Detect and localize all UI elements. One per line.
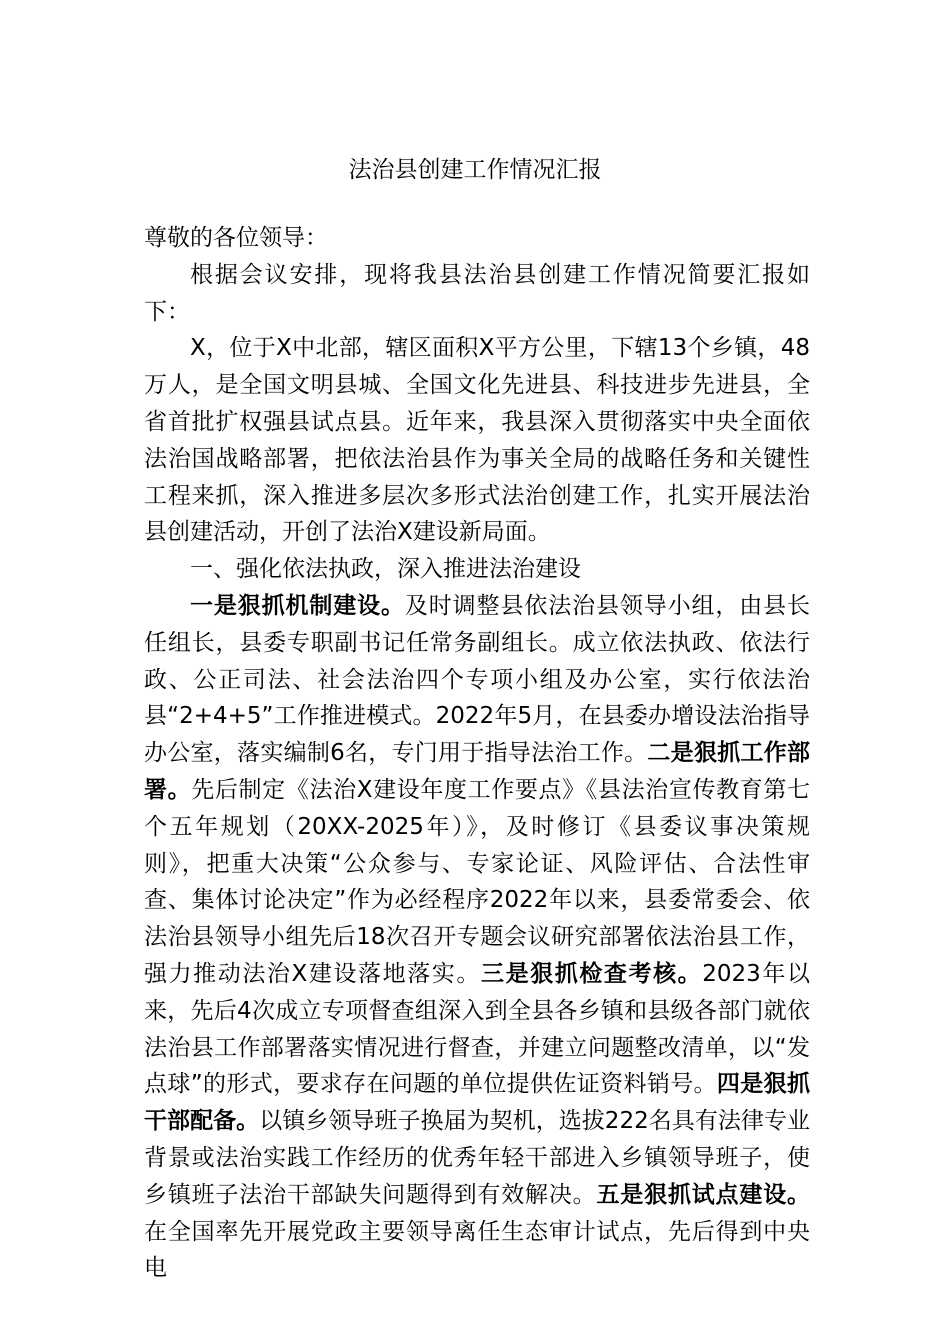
item-4-text: 以镇乡领导班子换届为契机，选拔222名具有法律专业背景或法治实践工作经历的优秀年轻干部进入乡镇领导班子，使乡镇班子法治干部缺失问题得到有效解决。: [144, 1108, 810, 1208]
item-2-label: 二是狠抓工作部署。: [144, 740, 810, 803]
salutation: 尊敬的各位领导：: [144, 225, 328, 251]
document-body: [144, 220, 810, 1287]
intro-paragraph: 根据会议安排，现将我县法治县创建工作情况简要汇报如下：: [144, 261, 810, 325]
item-3-text: 2023年以来，先后4次成立专项督查组深入到全县各乡镇和县级各部门就依法治县工作部署落实情况进行督查，并建立问题整改清单，以“发点球”的形式，要求存在问题的单位提供佐证资料销号。: [144, 960, 810, 1098]
item-5-label: 五是狠抓试点建设。: [596, 1181, 811, 1208]
measures-paragraph: [144, 588, 810, 1287]
item-2-text: 先后制定《法治X建设年度工作要点》《县法治宣传教育第七个五年规划（20XX-2025年）》，及时修订《县委议事决策规则》，把重大决策“公众参与、专家论证、风险评估、合法性审查、集体讨论决定”作为必经程序2022年以来，县委常委会、依法治县领导小组先后18次召开专题会议研究部署依法治县工作，强力推动法治X建设落地落实。: [144, 776, 811, 987]
item-1-label: 一是狠抓机制建设。: [190, 592, 405, 619]
item-1-text: 及时调整县依法治县领导小组，由县长任组长，县委专职副书记任常务副组长。成立依法执政、依法行政、公正司法、社会法治四个专项小组及办公室，实行依法治县“2+4+5”工作推进模式。2022年5月，在县委办增设法治指导办公室，落实编制6名，专门用于指导法治工作。: [144, 592, 811, 767]
item-4-label: 四是狠抓干部配备。: [144, 1071, 811, 1135]
overview-paragraph: X，位于X中北部，辖区面积X平方公里，下辖13个乡镇，48万人，是全国文明县城、全国文化先进县、科技进步先进县，全省首批扩权强县试点县。近年来，我县深入贯彻落实中央全面依法治国战略部署，把依法治县作为事关全局的战略任务和关键性工程来抓，深入推进多层次多形式法治创建工作，扎实开展法治县创建活动，开创了法治X建设新局面。: [144, 335, 810, 546]
item-3-label: 三是狠抓检查考核。: [480, 960, 703, 987]
document-title: 法治县创建工作情况汇报: [348, 157, 602, 183]
item-5-text: 在全国率先开展党政主要领导离任生态审计试点，先后得到中央电: [144, 1218, 810, 1282]
section-heading: 一、强化依法执政，深入推进法治建设: [190, 556, 581, 583]
